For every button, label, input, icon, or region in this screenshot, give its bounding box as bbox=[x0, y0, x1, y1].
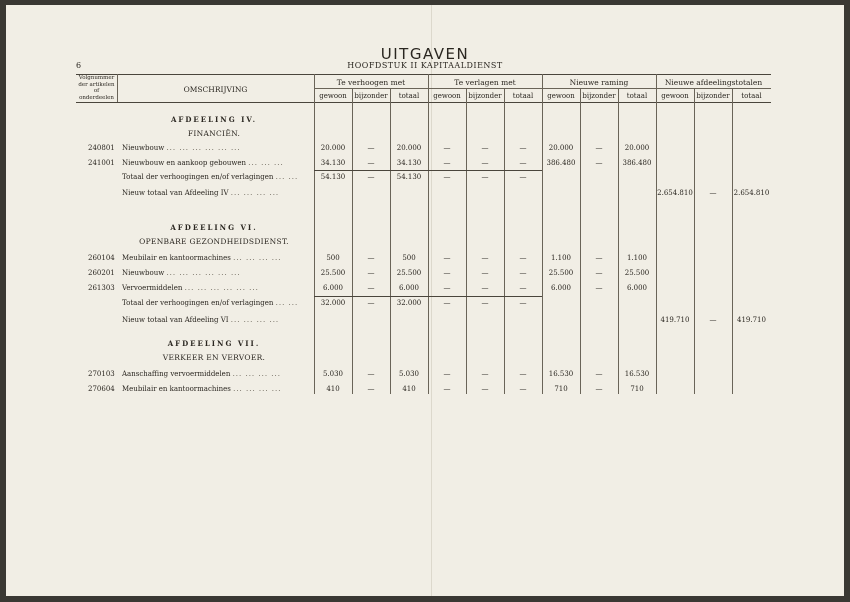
cell-raming-bijzonder: — bbox=[595, 284, 603, 292]
cell-inc-gewoon: 20.000 bbox=[320, 144, 346, 152]
cell-inc-totaal: 34.130 bbox=[396, 159, 422, 167]
cell-raming-gewoon: 710 bbox=[554, 385, 568, 393]
cell-raming-totaal: 6.000 bbox=[626, 284, 648, 292]
section-name: VERKEER EN VERVOER. bbox=[162, 353, 266, 362]
cell-dec-totaal: — bbox=[519, 269, 527, 277]
cell-raming-totaal: 1.100 bbox=[626, 254, 648, 262]
cell-dec-gewoon: — bbox=[443, 385, 451, 393]
cell-dec-gewoon: — bbox=[443, 159, 451, 167]
cell-raming-gewoon: 6.000 bbox=[550, 284, 572, 292]
cell-inc-gewoon: 500 bbox=[326, 254, 340, 262]
cell-dec-gewoon: — bbox=[443, 284, 451, 292]
article-code: 260201 bbox=[88, 269, 115, 277]
group-header-new-totals: Nieuwe afdeelingstotalen bbox=[664, 78, 763, 87]
column-line bbox=[428, 74, 429, 394]
cell-inc-bijzonder: — bbox=[367, 385, 375, 393]
cell-inc-totaal: 6.000 bbox=[398, 284, 420, 292]
cell-dec-totaal: — bbox=[519, 159, 527, 167]
cell-inc-totaal: 5.030 bbox=[398, 370, 420, 378]
cell-inc-gewoon: 25.500 bbox=[320, 269, 346, 277]
new-total-gewoon: 419.710 bbox=[660, 316, 690, 324]
cell-raming-bijzonder: — bbox=[595, 159, 603, 167]
subtotal-rule bbox=[314, 296, 542, 297]
cell-dec-totaal: — bbox=[519, 370, 527, 378]
article-code: 240801 bbox=[88, 144, 115, 152]
section-heading: AFDEELING IV. bbox=[170, 115, 258, 124]
total-label: Totaal der verhoogingen en/of verlagingen ... ... bbox=[122, 173, 299, 181]
page-number: 6 bbox=[76, 61, 82, 70]
cell-dec-bijzonder: — bbox=[481, 159, 489, 167]
document-page bbox=[6, 5, 844, 596]
total-dec-gewoon: — bbox=[443, 299, 451, 307]
subheader-totaal: totaal bbox=[626, 92, 648, 100]
header-bottom-rule bbox=[76, 102, 771, 103]
column-line bbox=[694, 102, 695, 394]
column-header-code: Volgnummer der artikelen of onderdeelen bbox=[78, 75, 115, 101]
subheader-totaal: totaal bbox=[741, 92, 762, 100]
cell-inc-bijzonder: — bbox=[367, 159, 375, 167]
subheader-gewoon: gewoon bbox=[547, 92, 575, 100]
article-code: 260104 bbox=[88, 254, 115, 262]
cell-dec-gewoon: — bbox=[443, 370, 451, 378]
row-description: Nieuwbouw ... ... ... ... ... ... bbox=[122, 144, 241, 152]
cell-inc-totaal: 500 bbox=[402, 254, 416, 262]
cell-raming-gewoon: 20.000 bbox=[548, 144, 574, 152]
cell-dec-totaal: — bbox=[519, 254, 527, 262]
column-line bbox=[314, 74, 315, 394]
cell-dec-bijzonder: — bbox=[481, 254, 489, 262]
cell-dec-bijzonder: — bbox=[481, 284, 489, 292]
section-name: FINANCIËN. bbox=[187, 129, 241, 138]
row-description: Vervoermiddelen ... ... ... ... ... ... bbox=[122, 284, 259, 292]
cell-dec-bijzonder: — bbox=[481, 269, 489, 277]
subheader-bijzonder: bijzonder bbox=[582, 92, 616, 100]
cell-raming-bijzonder: — bbox=[595, 144, 603, 152]
cell-raming-totaal: 710 bbox=[630, 385, 644, 393]
page-subtitle: HOOFDSTUK II KAPITAALDIENST bbox=[347, 61, 503, 70]
total-inc-gewoon: 32.000 bbox=[320, 299, 346, 307]
cell-dec-totaal: — bbox=[519, 144, 527, 152]
article-code: 270103 bbox=[88, 370, 115, 378]
subheader-gewoon: gewoon bbox=[661, 92, 689, 100]
article-code: 261303 bbox=[88, 284, 115, 292]
cell-inc-bijzonder: — bbox=[367, 269, 375, 277]
cell-raming-totaal: 16.530 bbox=[624, 370, 650, 378]
cell-raming-totaal: 25.500 bbox=[624, 269, 650, 277]
section-heading: AFDEELING VI. bbox=[170, 223, 258, 232]
row-description: Aanschaffing vervoermiddelen ... ... ... ... bbox=[122, 370, 281, 378]
cell-raming-gewoon: 386.480 bbox=[546, 159, 576, 167]
cell-inc-gewoon: 6.000 bbox=[322, 284, 344, 292]
cell-raming-gewoon: 1.100 bbox=[550, 254, 572, 262]
cell-dec-bijzonder: — bbox=[481, 385, 489, 393]
new-total-bijzonder: — bbox=[709, 316, 717, 324]
subheader-gewoon: gewoon bbox=[433, 92, 461, 100]
new-total-bijzonder: — bbox=[709, 189, 717, 197]
column-header-description: OMSCHRIJVING bbox=[183, 85, 248, 94]
subheader-gewoon: gewoon bbox=[319, 92, 347, 100]
cell-dec-gewoon: — bbox=[443, 269, 451, 277]
total-dec-totaal: — bbox=[519, 299, 527, 307]
article-code: 270604 bbox=[88, 385, 115, 393]
cell-inc-gewoon: 5.030 bbox=[322, 370, 344, 378]
cell-raming-totaal: 20.000 bbox=[624, 144, 650, 152]
total-inc-totaal: 54.130 bbox=[396, 173, 422, 181]
section-heading: AFDEELING VII. bbox=[167, 339, 261, 348]
cell-inc-totaal: 25.500 bbox=[396, 269, 422, 277]
table-top-rule bbox=[76, 74, 771, 75]
column-line bbox=[656, 74, 657, 394]
article-code: 241001 bbox=[88, 159, 115, 167]
total-dec-totaal: — bbox=[519, 173, 527, 181]
cell-inc-totaal: 410 bbox=[402, 385, 416, 393]
row-description: Meubilair en kantoormachines ... ... ... ... bbox=[122, 254, 282, 262]
total-dec-gewoon: — bbox=[443, 173, 451, 181]
cell-dec-totaal: — bbox=[519, 385, 527, 393]
cell-raming-bijzonder: — bbox=[595, 269, 603, 277]
new-total-totaal: 419.710 bbox=[737, 316, 766, 324]
cell-inc-gewoon: 34.130 bbox=[320, 159, 346, 167]
cell-dec-gewoon: — bbox=[443, 144, 451, 152]
cell-raming-bijzonder: — bbox=[595, 370, 603, 378]
total-label: Totaal der verhoogingen en/of verlagingen ... ... bbox=[122, 299, 299, 307]
subheader-totaal: totaal bbox=[398, 92, 420, 100]
cell-inc-bijzonder: — bbox=[367, 370, 375, 378]
cell-dec-gewoon: — bbox=[443, 254, 451, 262]
cell-dec-bijzonder: — bbox=[481, 144, 489, 152]
cell-raming-gewoon: 25.500 bbox=[548, 269, 574, 277]
cell-inc-bijzonder: — bbox=[367, 254, 375, 262]
column-line bbox=[732, 102, 733, 394]
cell-inc-bijzonder: — bbox=[367, 144, 375, 152]
subheader-bijzonder: bijzonder bbox=[354, 92, 388, 100]
cell-inc-totaal: 20.000 bbox=[396, 144, 422, 152]
total-inc-totaal: 32.000 bbox=[396, 299, 422, 307]
total-inc-gewoon: 54.130 bbox=[320, 173, 346, 181]
group-header-new-estimate: Nieuwe raming bbox=[569, 78, 629, 87]
cell-raming-bijzonder: — bbox=[595, 254, 603, 262]
total-dec-bijzonder: — bbox=[481, 173, 489, 181]
cell-raming-totaal: 386.480 bbox=[622, 159, 652, 167]
new-total-totaal: 2.654.810 bbox=[733, 189, 770, 197]
total-dec-bijzonder: — bbox=[481, 299, 489, 307]
new-total-gewoon: 2.654.810 bbox=[657, 189, 693, 197]
section-name: OPENBARE GEZONDHEIDSDIENST. bbox=[139, 237, 289, 246]
total-inc-bijzonder: — bbox=[367, 299, 375, 307]
subheader-bijzonder: bijzonder bbox=[696, 92, 730, 100]
cell-dec-bijzonder: — bbox=[481, 370, 489, 378]
group-header-decrease: Te verlagen met bbox=[454, 78, 516, 87]
subheader-totaal: totaal bbox=[512, 92, 534, 100]
total-inc-bijzonder: — bbox=[367, 173, 375, 181]
cell-dec-totaal: — bbox=[519, 284, 527, 292]
page-title: UITGAVEN bbox=[380, 45, 470, 63]
cell-inc-bijzonder: — bbox=[367, 284, 375, 292]
row-description: Nieuwbouw ... ... ... ... ... ... bbox=[122, 269, 241, 277]
new-total-label: Nieuw totaal van Afdeeling VI ... ... ... ... bbox=[122, 316, 280, 324]
cell-raming-bijzonder: — bbox=[595, 385, 603, 393]
row-description: Meubilair en kantoormachines ... ... ... ... bbox=[122, 385, 282, 393]
row-description: Nieuwbouw en aankoop gebouwen ... ... ... bbox=[122, 159, 284, 167]
group-header-increase: Te verhoogen met bbox=[336, 78, 406, 87]
cell-raming-gewoon: 16.530 bbox=[548, 370, 574, 378]
cell-inc-gewoon: 410 bbox=[326, 385, 340, 393]
subheader-bijzonder: bijzonder bbox=[468, 92, 502, 100]
subtotal-rule bbox=[314, 170, 542, 171]
new-total-label: Nieuw totaal van Afdeeling IV ... ... ... ... bbox=[122, 189, 280, 197]
column-line bbox=[542, 74, 543, 394]
